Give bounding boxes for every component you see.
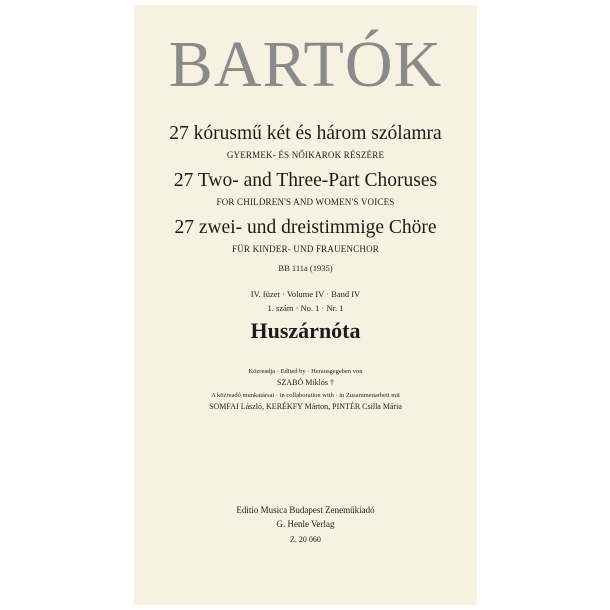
piece-title: Huszárnóta bbox=[250, 318, 361, 343]
title-german: 27 zwei- und dreistimmige Chöre bbox=[174, 217, 437, 238]
collaborator-names: SOMFAI László, KERÉKFY Márton, PINTÉR Csilla Mária bbox=[209, 402, 402, 411]
collaboration-label: A közreadó munkatársai · in collaboration with · in Zusammenarbeit mit bbox=[211, 392, 400, 399]
title-english: 27 Two- and Three-Part Choruses bbox=[173, 170, 438, 191]
edited-by-label: Közreadja · Edited by · Herausgegeben von bbox=[248, 368, 363, 375]
score-cover bbox=[134, 5, 477, 605]
publication-number: Z. 20 060 bbox=[290, 535, 321, 544]
subtitle-german: FÜR KINDER- UND FRAUENCHOR bbox=[232, 244, 379, 254]
volume-info: IV. füzet · Volume IV · Band IV bbox=[250, 289, 361, 299]
title-hungarian: 27 kórusmű két és három szólamra bbox=[169, 123, 442, 144]
publisher-henle: G. Henle Verlag bbox=[276, 519, 335, 529]
subtitle-english: FOR CHILDREN'S AND WOMEN'S VOICES bbox=[216, 197, 395, 207]
catalog-number: BB 111a (1935) bbox=[278, 263, 333, 273]
publisher-emb: Editio Musica Budapest Zeneműkiadó bbox=[236, 505, 375, 515]
composer-name: BARTÓK bbox=[168, 28, 443, 101]
subtitle-hungarian: GYERMEK- ÉS NŐIKAROK RÉSZÉRE bbox=[226, 150, 385, 160]
piece-number: 1. szám · No. 1 · Nr. 1 bbox=[267, 303, 344, 313]
editor-name: SZABÓ Miklós † bbox=[277, 378, 334, 387]
